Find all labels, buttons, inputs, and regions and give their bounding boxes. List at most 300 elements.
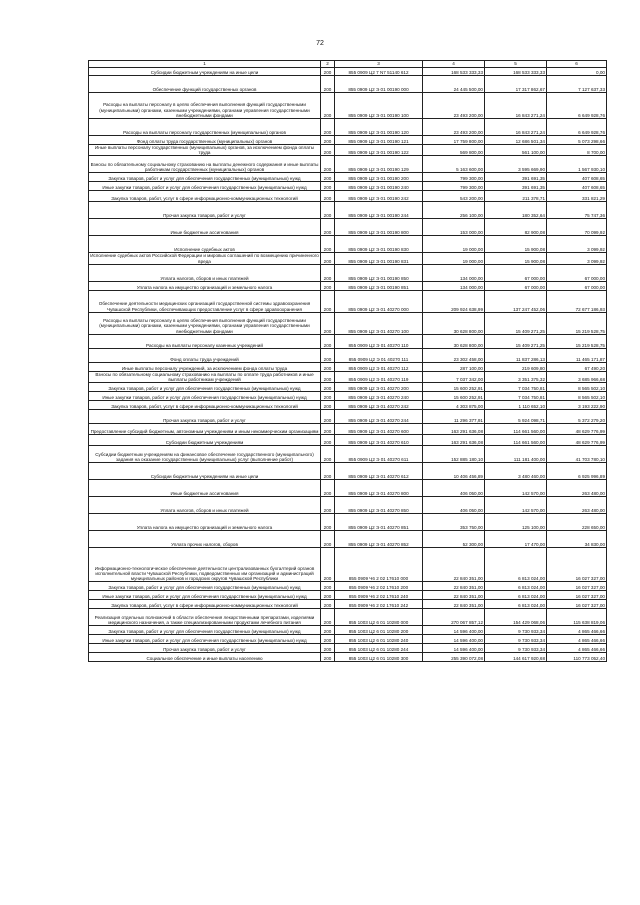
table-row — [89, 609, 607, 626]
cell-c5: 17 317 862,67 — [485, 76, 547, 93]
cell-c3: 855 0909 Ц2 Э 01 40270 110 — [335, 334, 423, 348]
cell-c4: 153 000,00 — [423, 219, 485, 236]
cell-c4: 19 000,00 — [423, 253, 485, 264]
cell-c2: 200 — [321, 463, 335, 480]
table-row — [89, 253, 607, 264]
cell-c6: 15 219 528,75 — [547, 334, 607, 348]
cell-name: Иные закупки товаров, работ и услуг для обеспечения государственных (муниципальных) нужд — [89, 591, 321, 600]
cell-c4: 406 050,00 — [423, 480, 485, 497]
cell-c5: 3 480 460,00 — [485, 463, 547, 480]
cell-c4: 163 291 636,08 — [423, 424, 485, 435]
cell-c5: 6 813 024,00 — [485, 591, 547, 600]
cell-c2: 200 — [321, 410, 335, 424]
cell-name: Реализация отдельных полномочий в области обеспечения лекарственными препаратами, изделиями медицинского назначения, а также специализированными продуктами лечебного питания — [89, 609, 321, 626]
cell-c2: 200 — [321, 119, 335, 136]
cell-c3: 855 0909 Ч6 2 02 17610 000 — [335, 548, 423, 582]
header-col-4: 4 — [423, 61, 485, 68]
cell-c5: 16 843 271,24 — [485, 119, 547, 136]
cell-c5: 15 409 271,25 — [485, 334, 547, 348]
cell-c5: 15 409 271,25 — [485, 312, 547, 334]
cell-name: Закупка товаров, работ, услуг в сфере информационно-коммуникационных технологий — [89, 600, 321, 609]
cell-c5: 114 661 560,00 — [485, 435, 547, 446]
table-row — [89, 582, 607, 591]
cell-c3: 855 0909 Ц2 Э 01 40270 611 — [335, 446, 423, 463]
cell-c2: 200 — [321, 392, 335, 401]
table-row — [89, 334, 607, 348]
cell-c6: 407 608,65 — [547, 182, 607, 191]
cell-c2: 200 — [321, 312, 335, 334]
cell-c6: 16 027 327,00 — [547, 582, 607, 591]
cell-c5: 142 570,00 — [485, 480, 547, 497]
cell-c2: 200 — [321, 600, 335, 609]
cell-c6: 0,00 — [547, 68, 607, 76]
cell-c3: 855 1003 Ц2 6 01 10280 000 — [335, 609, 423, 626]
cell-name: Закупка товаров, работ и услуг для обеспечения государственных (муниципальных) нужд — [89, 383, 321, 392]
cell-c5: 114 661 560,00 — [485, 424, 547, 435]
cell-c3: 855 1003 Ц2 6 01 10280 300 — [335, 653, 423, 662]
table-row — [89, 93, 607, 119]
cell-c4: 15 600 252,91 — [423, 392, 485, 401]
cell-c5: 1 110 652,10 — [485, 401, 547, 410]
cell-c6: 3 685 966,68 — [547, 371, 607, 382]
cell-c3: 855 0909 Ц2 Э 01 40270 112 — [335, 362, 423, 371]
cell-c4: 10 406 456,89 — [423, 463, 485, 480]
cell-c5: 391 691,35 — [485, 182, 547, 191]
cell-name: Иные выплаты персоналу государственных (муниципальных) органов, за исключением фонда оплаты труда — [89, 145, 321, 156]
cell-c4: 543 200,00 — [423, 191, 485, 202]
cell-c4: 406 050,00 — [423, 497, 485, 514]
table-row — [89, 463, 607, 480]
cell-c3: 855 0909 Ч6 2 02 17610 242 — [335, 600, 423, 609]
cell-c6: 4 865 466,66 — [547, 635, 607, 644]
cell-c3: 855 0909 Ц2 Э 01 00190 121 — [335, 136, 423, 145]
cell-c6: 331 821,29 — [547, 191, 607, 202]
cell-c2: 200 — [321, 626, 335, 635]
cell-c4: 30 628 800,00 — [423, 312, 485, 334]
cell-c3: 855 0909 Ц2 Э 01 40270 850 — [335, 497, 423, 514]
cell-c5: 17 470,00 — [485, 531, 547, 548]
cell-c3: 855 0909 Ц2 Э 01 00190 129 — [335, 156, 423, 173]
cell-c6: 67 000,00 — [547, 264, 607, 281]
cell-c4: 15 600 252,91 — [423, 383, 485, 392]
cell-name: Закупка товаров, работ и услуг для обеспечения государственных (муниципальных) нужд — [89, 173, 321, 182]
table-row — [89, 531, 607, 548]
cell-c6: 67 490,20 — [547, 362, 607, 371]
cell-c2: 200 — [321, 514, 335, 531]
cell-c3: 855 0909 Ц2 Э 01 00190 850 — [335, 264, 423, 281]
cell-c4: 799 300,00 — [423, 182, 485, 191]
cell-c2: 200 — [321, 362, 335, 371]
cell-c3: 855 0909 Ц2 Э 01 00190 800 — [335, 219, 423, 236]
cell-c2: 200 — [321, 435, 335, 446]
cell-name: Взносы по обязательному социальному страхованию на выплаты по оплате труда работников и иные выплаты работникам учреждений — [89, 371, 321, 382]
cell-c4: 23 493 200,00 — [423, 119, 485, 136]
cell-name: Расходы на выплаты персоналу государственных (муниципальных) органов — [89, 119, 321, 136]
cell-name: Закупка товаров, работ и услуг для обеспечения государственных (муниципальных) нужд — [89, 626, 321, 635]
cell-c4: 5 163 600,00 — [423, 156, 485, 173]
cell-name: Обеспечение деятельности медицинских организаций государственной системы здравоохранения Чувашской Республики, обеспечивающих предоставление услуг в сфере здравоохранения — [89, 290, 321, 312]
cell-c3: 855 1003 Ц2 6 01 10280 244 — [335, 644, 423, 653]
table-row — [89, 236, 607, 253]
cell-c4: 255 390 072,08 — [423, 653, 485, 662]
cell-c4: 24 445 500,00 — [423, 76, 485, 93]
cell-name: Уплата налогов, сборов и иных платежей — [89, 264, 321, 281]
cell-c5: 142 570,00 — [485, 497, 547, 514]
cell-c4: 14 596 400,00 — [423, 644, 485, 653]
cell-c2: 200 — [321, 424, 335, 435]
cell-c6: 41 703 780,10 — [547, 446, 607, 463]
cell-c5: 9 730 933,34 — [485, 644, 547, 653]
cell-c2: 200 — [321, 191, 335, 202]
cell-c5: 15 900,08 — [485, 236, 547, 253]
cell-c4: 209 924 638,99 — [423, 290, 485, 312]
cell-c4: 799 300,00 — [423, 173, 485, 182]
cell-name: Иные бюджетные ассигнования — [89, 480, 321, 497]
cell-c5: 137 247 452,06 — [485, 290, 547, 312]
cell-name: Субсидии бюджетным учреждениям на иные цели — [89, 68, 321, 76]
cell-name: Исполнение судебных актов — [89, 236, 321, 253]
cell-c6: 75 747,36 — [547, 202, 607, 219]
cell-c6: 5 372 279,20 — [547, 410, 607, 424]
cell-name: Расходы на выплаты персоналу в целях обеспечения выполнения функций государственными (муниципальными) органами, казенными учреждениями, органами управления государственными внебюджетными фондами — [89, 93, 321, 119]
cell-c2: 200 — [321, 531, 335, 548]
cell-name: Расходы на выплаты персоналу в целях обеспечения выполнения функций государственными (муниципальными) органами, казенными учреждениями, органами управления государственными внебюджетными фондами — [89, 312, 321, 334]
cell-c3: 855 0909 Ц2 7 N7 51140 612 — [335, 68, 423, 76]
cell-c4: 152 885 180,10 — [423, 446, 485, 463]
cell-name: Прочая закупка товаров, работ и услуг — [89, 644, 321, 653]
cell-c5: 391 691,35 — [485, 173, 547, 182]
cell-c2: 200 — [321, 591, 335, 600]
cell-c4: 14 596 400,00 — [423, 635, 485, 644]
table-row — [89, 514, 607, 531]
table-row — [89, 173, 607, 182]
cell-c4: 163 291 636,08 — [423, 435, 485, 446]
header-col-1: 1 — [89, 61, 321, 68]
cell-name: Уплата прочих налогов, сборов — [89, 531, 321, 548]
header-col-5: 5 — [485, 61, 547, 68]
cell-c5: 16 843 271,24 — [485, 93, 547, 119]
cell-c2: 200 — [321, 156, 335, 173]
table-row — [89, 202, 607, 219]
cell-c5: 168 533 333,33 — [485, 68, 547, 76]
table-header-row — [89, 61, 607, 68]
table-row — [89, 281, 607, 290]
header-col-6: 6 — [547, 61, 607, 68]
cell-c5: 6 813 024,00 — [485, 548, 547, 582]
cell-c3: 855 0909 Ч6 2 02 17610 200 — [335, 582, 423, 591]
table-row — [89, 156, 607, 173]
cell-c3: 855 0909 Ц2 Э 01 00190 242 — [335, 191, 423, 202]
cell-c3: 855 0909 Ц2 Э 01 00190 851 — [335, 281, 423, 290]
cell-c2: 200 — [321, 93, 335, 119]
cell-c3: 855 1003 Ц2 6 01 10280 240 — [335, 635, 423, 644]
cell-c4: 134 000,00 — [423, 281, 485, 290]
cell-c2: 200 — [321, 264, 335, 281]
cell-name: Взносы по обязательному социальному страхованию на выплаты денежного содержания и иные выплаты работникам государственных (муниципальных) органов — [89, 156, 321, 173]
budget-table — [88, 60, 607, 662]
cell-c5: 67 000,00 — [485, 264, 547, 281]
cell-c5: 82 900,08 — [485, 219, 547, 236]
table-row — [89, 424, 607, 435]
table-row — [89, 401, 607, 410]
cell-c6: 15 219 528,75 — [547, 312, 607, 334]
cell-name: Иные бюджетные ассигнования — [89, 219, 321, 236]
table-row — [89, 264, 607, 281]
table-row — [89, 480, 607, 497]
cell-c5: 15 900,08 — [485, 253, 547, 264]
table-row — [89, 435, 607, 446]
table-row — [89, 644, 607, 653]
cell-c6: 70 099,92 — [547, 219, 607, 236]
cell-c6: 110 773 052,40 — [547, 653, 607, 662]
table-row — [89, 548, 607, 582]
table-row — [89, 392, 607, 401]
cell-c6: 6 649 928,76 — [547, 119, 607, 136]
cell-c6: 7 127 637,33 — [547, 76, 607, 93]
table-row — [89, 76, 607, 93]
cell-c3: 855 0909 Ц2 Э 01 00190 830 — [335, 236, 423, 253]
cell-c4: 17 759 800,00 — [423, 136, 485, 145]
cell-c3: 855 0909 Ц2 Э 01 40270 240 — [335, 392, 423, 401]
cell-c3: 855 0909 Ц2 Э 01 00190 100 — [335, 93, 423, 119]
table-row — [89, 600, 607, 609]
cell-name: Иные выплаты персоналу учреждений, за исключением фонда оплаты труда — [89, 362, 321, 371]
cell-c6: 16 027 327,00 — [547, 591, 607, 600]
cell-c2: 200 — [321, 371, 335, 382]
cell-c5: 9 730 933,34 — [485, 626, 547, 635]
cell-name: Закупка товаров, работ и услуг для обеспечения государственных (муниципальных) нужд — [89, 582, 321, 591]
cell-c4: 256 100,00 — [423, 202, 485, 219]
cell-name: Субсидии бюджетным учреждениям на финансовое обеспечение государственного (муниципального) задания на оказание государственных (муниципальных) услуг (выполнение работ) — [89, 446, 321, 463]
cell-c5: 561 100,00 — [485, 145, 547, 156]
cell-c3: 855 0909 Ц2 Э 01 00190 000 — [335, 76, 423, 93]
cell-c2: 200 — [321, 383, 335, 392]
cell-c4: 11 296 377,91 — [423, 410, 485, 424]
table-row — [89, 136, 607, 145]
cell-c4: 134 000,00 — [423, 264, 485, 281]
table-row — [89, 348, 607, 362]
cell-name: Иные закупки товаров, работ и услуг для обеспечения государственных (муниципальных) нужд — [89, 392, 321, 401]
cell-c4: 22 840 351,00 — [423, 600, 485, 609]
cell-c4: 19 000,00 — [423, 236, 485, 253]
cell-c5: 7 034 750,81 — [485, 383, 547, 392]
header-col-2: 2 — [321, 61, 335, 68]
table-row — [89, 591, 607, 600]
page-number: 72 — [316, 40, 324, 47]
cell-c2: 200 — [321, 136, 335, 145]
cell-c6: 16 027 327,00 — [547, 548, 607, 582]
cell-c4: 14 596 400,00 — [423, 626, 485, 635]
cell-c4: 23 493 200,00 — [423, 93, 485, 119]
cell-c2: 200 — [321, 182, 335, 191]
cell-c4: 22 840 351,00 — [423, 591, 485, 600]
cell-name: Предоставление субсидий бюджетным, автономным учреждениям и иным некоммерческим организациям — [89, 424, 321, 435]
cell-c2: 200 — [321, 644, 335, 653]
cell-c6: 3 099,92 — [547, 236, 607, 253]
cell-c6: 6 649 928,76 — [547, 93, 607, 119]
cell-c3: 855 0909 Ц2 Э 01 40270 600 — [335, 424, 423, 435]
cell-c5: 125 100,00 — [485, 514, 547, 531]
cell-c5: 154 429 068,06 — [485, 609, 547, 626]
cell-c2: 200 — [321, 348, 335, 362]
table-row — [89, 219, 607, 236]
table-row — [89, 383, 607, 392]
cell-c3: 855 0909 Ц2 Э 01 40270 244 — [335, 410, 423, 424]
cell-c5: 144 617 920,68 — [485, 653, 547, 662]
cell-c2: 200 — [321, 480, 335, 497]
cell-c2: 200 — [321, 236, 335, 253]
table-row — [89, 312, 607, 334]
table-row — [89, 635, 607, 644]
cell-c5: 5 924 098,71 — [485, 410, 547, 424]
cell-c5: 67 000,00 — [485, 281, 547, 290]
cell-c4: 270 067 857,12 — [423, 609, 485, 626]
cell-c2: 200 — [321, 253, 335, 264]
cell-c6: 4 865 466,66 — [547, 626, 607, 635]
cell-c6: 67 000,00 — [547, 281, 607, 290]
cell-c3: 855 0909 Ч6 2 02 17610 240 — [335, 591, 423, 600]
cell-c2: 200 — [321, 76, 335, 93]
cell-name: Субсидии бюджетным учреждениям — [89, 435, 321, 446]
cell-c5: 9 730 933,34 — [485, 635, 547, 644]
cell-c4: 4 303 875,00 — [423, 401, 485, 410]
cell-c2: 200 — [321, 290, 335, 312]
cell-c6: 48 629 776,99 — [547, 424, 607, 435]
cell-name: Расходы на выплаты персоналу казенных учреждений — [89, 334, 321, 348]
cell-name: Прочая закупка товаров, работ и услуг — [89, 410, 321, 424]
cell-c2: 200 — [321, 202, 335, 219]
cell-name: Прочая закупка товаров, работ и услуг — [89, 202, 321, 219]
cell-name: Уплата налога на имущество организаций и земельного налога — [89, 514, 321, 531]
table-row — [89, 446, 607, 463]
cell-name: Фонд оплаты труда государственных (муниципальных) органов — [89, 136, 321, 145]
cell-c6: 34 830,00 — [547, 531, 607, 548]
cell-c2: 200 — [321, 609, 335, 626]
table-row — [89, 145, 607, 156]
table-row — [89, 653, 607, 662]
cell-c2: 200 — [321, 548, 335, 582]
cell-name: Исполнение судебных актов Российской Федерации и мировых соглашений по возмещению причиненного вреда — [90, 253, 319, 264]
cell-c2: 200 — [321, 446, 335, 463]
cell-c5: 7 034 750,81 — [485, 392, 547, 401]
cell-c3: 855 0909 Ц2 Э 01 40270 200 — [335, 383, 423, 392]
cell-c3: 855 0909 Ц2 Э 01 00190 122 — [335, 145, 423, 156]
cell-c6: 1 567 930,10 — [547, 156, 607, 173]
cell-c5: 211 378,71 — [485, 191, 547, 202]
cell-c3: 855 0909 Ц2 Э 01 40270 852 — [335, 531, 423, 548]
table-row — [89, 119, 607, 136]
cell-c3: 855 0909 Ц2 Э 01 40270 800 — [335, 480, 423, 497]
cell-c5: 6 813 024,00 — [485, 600, 547, 609]
cell-c5: 3 351 375,32 — [485, 371, 547, 382]
cell-c6: 16 027 327,00 — [547, 600, 607, 609]
cell-c6: 11 465 171,87 — [547, 348, 607, 362]
cell-name: Фонд оплаты труда учреждений — [89, 348, 321, 362]
cell-c2: 200 — [321, 334, 335, 348]
cell-c3: 855 0909 Ц2 Э 01 40270 111 — [335, 348, 423, 362]
cell-c6: 263 480,00 — [547, 480, 607, 497]
cell-c5: 219 609,80 — [485, 362, 547, 371]
cell-name: Закупка товаров, работ, услуг в сфере информационно-коммуникационных технологий — [89, 191, 321, 202]
cell-c6: 228 650,00 — [547, 514, 607, 531]
cell-c6: 4 865 466,66 — [547, 644, 607, 653]
cell-c6: 8 565 502,10 — [547, 392, 607, 401]
cell-name: Социальное обеспечение и иные выплаты населению — [89, 653, 321, 662]
cell-c6: 407 608,65 — [547, 173, 607, 182]
cell-c4: 7 037 342,00 — [423, 371, 485, 382]
cell-c3: 855 0909 Ц2 Э 01 40270 119 — [335, 371, 423, 382]
cell-c2: 200 — [321, 497, 335, 514]
cell-c6: 72 677 186,93 — [547, 290, 607, 312]
cell-c5: 180 352,64 — [485, 202, 547, 219]
cell-c5: 11 837 286,13 — [485, 348, 547, 362]
cell-c6: 5 073 298,66 — [547, 136, 607, 145]
table-row — [89, 182, 607, 191]
cell-c6: 8 565 502,10 — [547, 383, 607, 392]
cell-c4: 30 628 800,00 — [423, 334, 485, 348]
cell-c5: 6 813 024,00 — [485, 582, 547, 591]
cell-c3: 855 0909 Ц2 Э 01 40270 610 — [335, 435, 423, 446]
cell-c2: 200 — [321, 635, 335, 644]
cell-name: Иные закупки товаров, работ и услуг для обеспечения государственных (муниципальных) нужд — [89, 182, 321, 191]
table-row — [89, 191, 607, 202]
cell-c3: 855 0909 Ц2 Э 01 40270 100 — [335, 312, 423, 334]
cell-c3: 855 0909 Ц2 Э 01 00190 240 — [335, 182, 423, 191]
table-row — [89, 290, 607, 312]
cell-name: Закупка товаров, работ, услуг в сфере информационно-коммуникационных технологий — [89, 401, 321, 410]
cell-c2: 200 — [321, 219, 335, 236]
cell-c5: 12 686 501,34 — [485, 136, 547, 145]
cell-c3: 855 0909 Ц2 Э 01 40270 851 — [335, 514, 423, 531]
cell-name: Иные закупки товаров, работ и услуг для обеспечения государственных (муниципальных) нужд — [89, 635, 321, 644]
cell-c3: 855 0909 Ц2 Э 01 00190 120 — [335, 119, 423, 136]
cell-name: Субсидии бюджетным учреждениям на иные цели — [89, 463, 321, 480]
table-row — [89, 497, 607, 514]
cell-name: Уплата налогов, сборов и иных платежей — [89, 497, 321, 514]
cell-c6: 8 700,00 — [547, 145, 607, 156]
cell-c3: 855 1003 Ц2 6 01 10280 200 — [335, 626, 423, 635]
cell-c4: 569 800,00 — [423, 145, 485, 156]
cell-c3: 855 0909 Ц2 Э 01 00190 831 — [335, 253, 423, 264]
table-row — [89, 371, 607, 382]
cell-c6: 6 925 996,89 — [547, 463, 607, 480]
cell-c6: 48 629 776,99 — [547, 435, 607, 446]
cell-c5: 111 181 400,00 — [485, 446, 547, 463]
table-row — [89, 410, 607, 424]
cell-name: Обеспечение функций государственных органов — [89, 76, 321, 93]
cell-c3: 855 0909 Ц2 Э 01 40270 242 — [335, 401, 423, 410]
table-row — [89, 68, 607, 76]
header-col-3: 3 — [335, 61, 423, 68]
cell-c5: 3 595 669,90 — [485, 156, 547, 173]
cell-name: Уплата налога на имущество организаций и земельного налога — [89, 281, 321, 290]
cell-c2: 200 — [321, 145, 335, 156]
cell-c2: 200 — [321, 68, 335, 76]
cell-c3: 855 0909 Ц2 Э 01 40270 000 — [335, 290, 423, 312]
cell-c2: 200 — [321, 653, 335, 662]
cell-c6: 3 099,92 — [547, 253, 607, 264]
cell-c6: 115 638 819,06 — [547, 609, 607, 626]
cell-c4: 287 100,00 — [423, 362, 485, 371]
table-row — [89, 626, 607, 635]
cell-name: Информационно-технологическое обеспечение деятельности централизованных бухгалтерий органов исполнительной власти Чувашской Республики, подведомственных им организаций и администраций муниципальных районов и городских округов Чувашской Республики — [89, 548, 321, 582]
cell-c2: 200 — [321, 582, 335, 591]
cell-c6: 263 480,00 — [547, 497, 607, 514]
cell-c3: 855 0909 Ц2 Э 01 40270 612 — [335, 463, 423, 480]
cell-c4: 22 840 351,00 — [423, 582, 485, 591]
cell-c4: 52 300,00 — [423, 531, 485, 548]
cell-c2: 200 — [321, 173, 335, 182]
